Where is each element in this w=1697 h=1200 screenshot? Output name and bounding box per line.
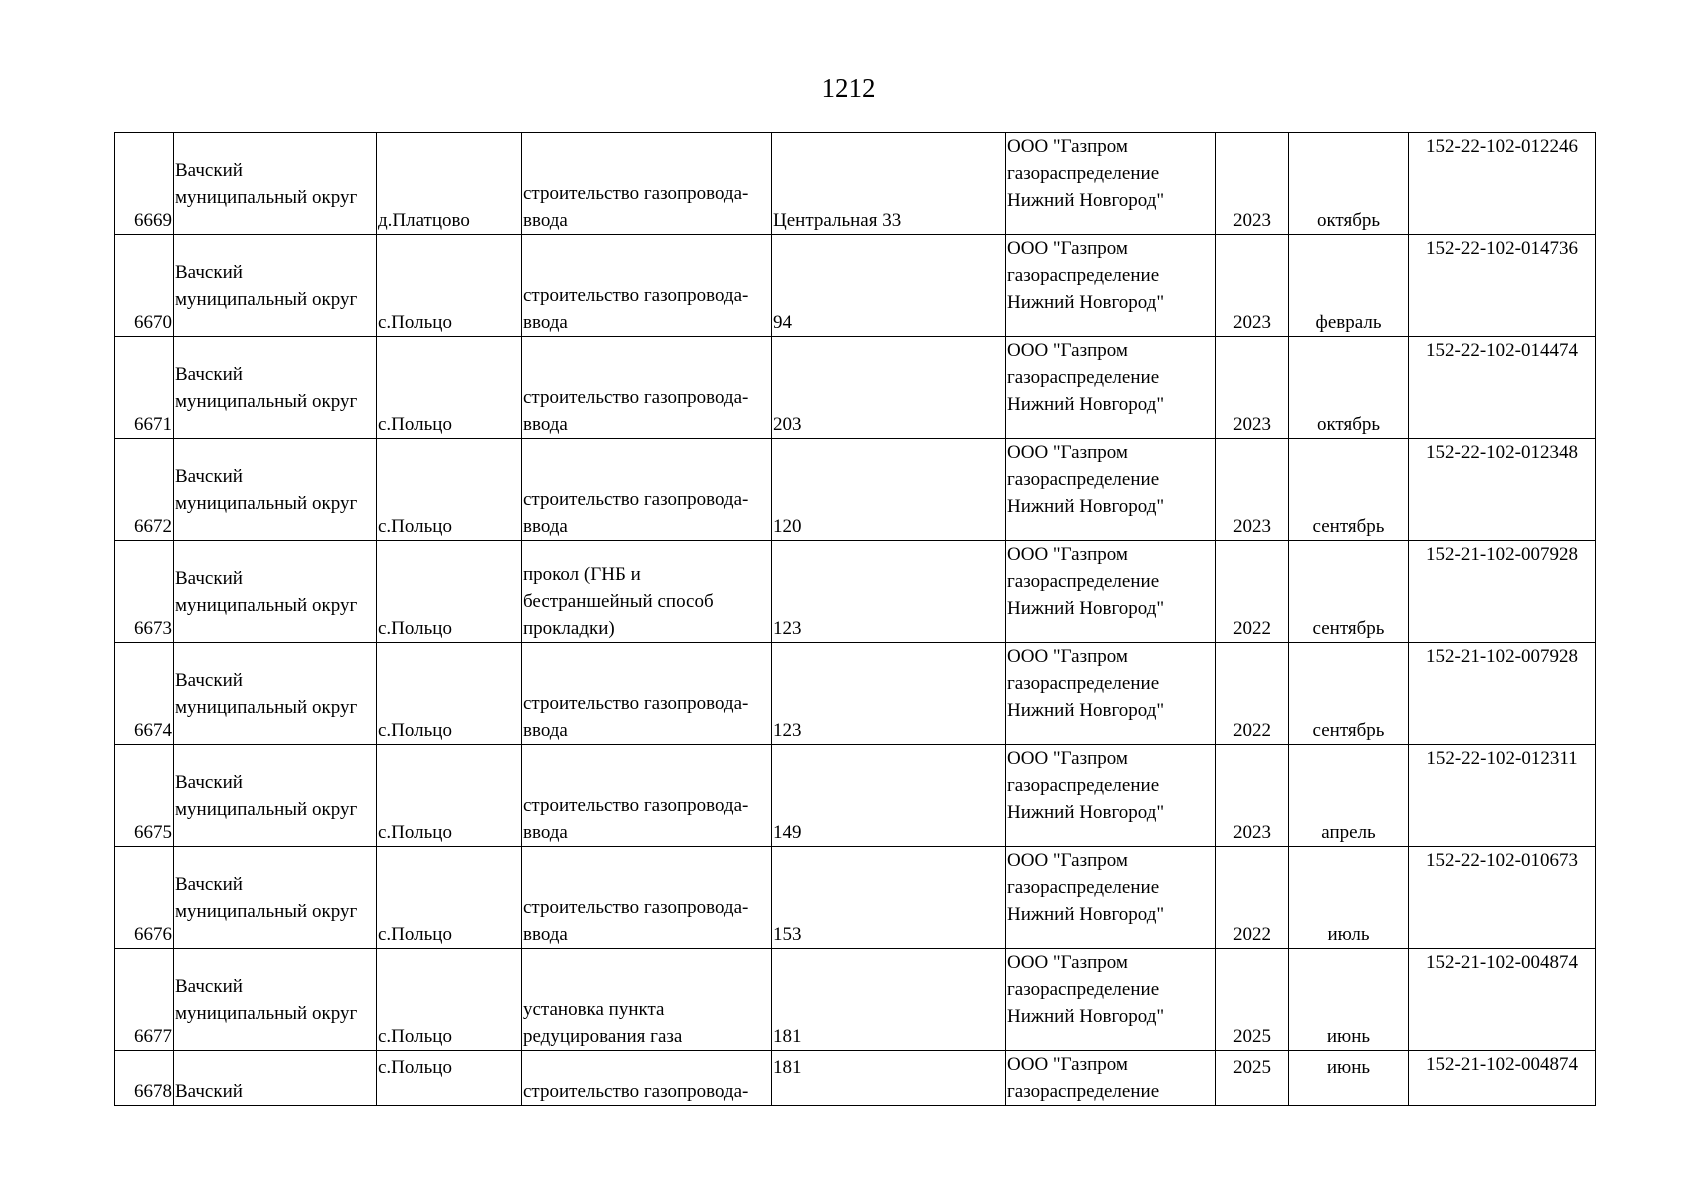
district-cell-line: муниципальный округ <box>175 186 358 208</box>
month-cell <box>1289 235 1409 337</box>
work-type-cell-line: строительство газопровода- <box>523 795 749 816</box>
district-cell-line: Вачский <box>175 363 243 385</box>
code-cell <box>1409 541 1596 643</box>
year-cell <box>1216 643 1289 745</box>
year-cell <box>1216 439 1289 541</box>
address-cell-text: 203 <box>773 414 802 435</box>
work-type-cell <box>522 133 772 235</box>
work-type-cell-line: строительство газопровода- <box>523 285 749 306</box>
work-type-cell-line: редуцирования газа <box>523 1026 683 1047</box>
row-number-cell-text: 6673 <box>134 618 172 639</box>
row-number-cell <box>115 1051 174 1106</box>
organization-cell-line: Нижний Новгород" <box>1007 904 1165 925</box>
organization-cell-line: Нижний Новгород" <box>1007 292 1165 313</box>
district-cell-line: Вачский <box>175 975 243 997</box>
organization-cell <box>1006 133 1216 235</box>
organization-cell-line: газораспределение <box>1007 877 1160 898</box>
settlement-cell <box>377 847 522 949</box>
code-cell <box>1409 133 1596 235</box>
month-cell-text: октябрь <box>1316 414 1381 435</box>
month-cell <box>1289 745 1409 847</box>
district-cell-line: Вачский <box>175 1081 243 1102</box>
settlement-cell <box>377 133 522 235</box>
year-cell-text: 2025 <box>1233 1026 1271 1047</box>
work-type-cell <box>522 949 772 1051</box>
organization-cell-line: ООО "Газпром <box>1007 442 1128 463</box>
month-cell <box>1289 1051 1409 1106</box>
year-cell-text: 2022 <box>1233 720 1271 741</box>
address-cell-text: 181 <box>773 1026 802 1047</box>
month-cell-text: февраль <box>1315 312 1382 333</box>
month-cell <box>1289 541 1409 643</box>
organization-cell <box>1006 235 1216 337</box>
month-cell <box>1289 337 1409 439</box>
month-cell-text: сентябрь <box>1312 618 1385 639</box>
code-cell-text: 152-21-102-004874 <box>1426 1054 1578 1075</box>
settlement-cell <box>377 643 522 745</box>
district-cell <box>174 745 377 847</box>
organization-cell-line: газораспределение <box>1007 367 1160 388</box>
address-cell <box>772 643 1006 745</box>
organization-cell <box>1006 745 1216 847</box>
page-number: 1212 <box>821 73 876 103</box>
work-type-cell-line: ввода <box>523 312 568 333</box>
organization-cell-line: ООО "Газпром <box>1007 646 1128 667</box>
year-cell <box>1216 949 1289 1051</box>
month-cell-text: июнь <box>1326 1057 1371 1078</box>
settlement-cell <box>377 337 522 439</box>
year-cell <box>1216 745 1289 847</box>
address-cell <box>772 133 1006 235</box>
table-row <box>115 439 1596 541</box>
settlement-cell <box>377 439 522 541</box>
row-number-cell-text: 6675 <box>134 822 172 843</box>
organization-cell <box>1006 541 1216 643</box>
table-row <box>115 1051 1596 1106</box>
year-cell <box>1216 847 1289 949</box>
organization-cell-line: ООО "Газпром <box>1007 544 1128 565</box>
district-cell-line: Вачский <box>175 771 243 793</box>
year-cell-text: 2023 <box>1233 210 1271 231</box>
year-cell-text: 2023 <box>1233 312 1271 333</box>
work-type-cell <box>522 745 772 847</box>
code-cell-text: 152-21-102-004874 <box>1426 952 1578 973</box>
code-cell-text: 152-21-102-007928 <box>1426 544 1578 565</box>
work-type-cell-line: строительство газопровода- <box>523 693 749 714</box>
district-cell <box>174 1051 377 1106</box>
month-cell-text: июнь <box>1326 1026 1371 1047</box>
district-cell <box>174 643 377 745</box>
code-cell <box>1409 949 1596 1051</box>
address-cell <box>772 337 1006 439</box>
row-number-cell <box>115 439 174 541</box>
district-cell-line: муниципальный округ <box>175 288 358 310</box>
work-type-cell-line: прокладки) <box>523 618 615 639</box>
organization-cell <box>1006 949 1216 1051</box>
work-type-cell-line: строительство газопровода- <box>523 183 749 204</box>
table-row <box>115 337 1596 439</box>
code-cell-text: 152-22-102-012348 <box>1426 442 1578 463</box>
address-cell-text: 153 <box>773 924 802 945</box>
month-cell <box>1289 439 1409 541</box>
code-cell <box>1409 235 1596 337</box>
work-type-cell-line: ввода <box>523 924 568 945</box>
district-cell-line: муниципальный округ <box>175 594 358 616</box>
code-cell <box>1409 847 1596 949</box>
year-cell-text: 2022 <box>1233 924 1271 945</box>
district-cell <box>174 337 377 439</box>
address-cell-text: 123 <box>773 720 802 741</box>
row-number-cell <box>115 643 174 745</box>
district-cell-line: Вачский <box>175 669 243 691</box>
work-type-cell <box>522 337 772 439</box>
row-number-cell-text: 6669 <box>134 210 172 231</box>
district-cell-line: муниципальный округ <box>175 492 358 514</box>
district-cell-line: муниципальный округ <box>175 1002 358 1024</box>
table-body <box>115 133 1596 1106</box>
organization-cell-line: газораспределение <box>1007 673 1160 694</box>
month-cell <box>1289 133 1409 235</box>
row-number-cell-text: 6670 <box>134 312 172 333</box>
district-cell-line: муниципальный округ <box>175 900 358 922</box>
work-type-cell-line: бестраншейный способ <box>523 591 714 612</box>
district-cell-line: муниципальный округ <box>175 390 358 412</box>
row-number-cell-text: 6678 <box>134 1081 172 1102</box>
organization-cell <box>1006 337 1216 439</box>
work-type-cell-line: ввода <box>523 720 568 741</box>
row-number-cell-text: 6676 <box>134 924 172 945</box>
address-cell <box>772 439 1006 541</box>
work-type-cell-line: ввода <box>523 414 568 435</box>
row-number-cell <box>115 847 174 949</box>
table-row <box>115 643 1596 745</box>
district-cell <box>174 847 377 949</box>
code-cell <box>1409 745 1596 847</box>
gas-works-table <box>114 132 1596 1106</box>
month-cell-text: сентябрь <box>1312 720 1385 741</box>
organization-cell-line: Нижний Новгород" <box>1007 598 1165 619</box>
settlement-cell-text: с.Польцо <box>378 618 452 639</box>
work-type-cell-line: строительство газопровода- <box>523 897 749 918</box>
district-cell-line: Вачский <box>175 159 243 181</box>
settlement-cell-text: д.Платцово <box>378 210 470 231</box>
table-row <box>115 745 1596 847</box>
year-cell-text: 2023 <box>1233 822 1271 843</box>
month-cell-text: июль <box>1327 924 1370 945</box>
work-type-cell-line: ввода <box>523 210 568 231</box>
organization-cell-line: газораспределение <box>1007 265 1160 286</box>
row-number-cell <box>115 949 174 1051</box>
month-cell <box>1289 643 1409 745</box>
work-type-cell <box>522 847 772 949</box>
organization-cell-line: Нижний Новгород" <box>1007 394 1165 415</box>
code-cell-text: 152-21-102-007928 <box>1426 646 1578 667</box>
month-cell-text: апрель <box>1321 822 1376 843</box>
year-cell <box>1216 337 1289 439</box>
organization-cell <box>1006 439 1216 541</box>
year-cell <box>1216 133 1289 235</box>
row-number-cell <box>115 745 174 847</box>
address-cell <box>772 541 1006 643</box>
work-type-cell-line: установка пункта <box>523 999 665 1020</box>
district-cell-line: Вачский <box>175 465 243 487</box>
address-cell <box>772 847 1006 949</box>
code-cell <box>1409 643 1596 745</box>
code-cell <box>1409 1051 1596 1106</box>
organization-cell-line: ООО "Газпром <box>1007 238 1128 259</box>
district-cell <box>174 949 377 1051</box>
organization-cell-line: газораспределение <box>1007 163 1160 184</box>
table-row <box>115 541 1596 643</box>
district-cell-line: Вачский <box>175 261 243 283</box>
settlement-cell <box>377 1051 522 1106</box>
code-cell-text: 152-22-102-012246 <box>1426 136 1578 157</box>
settlement-cell-text: с.Польцо <box>378 1026 452 1047</box>
district-cell-line: Вачский <box>175 873 243 895</box>
organization-cell <box>1006 847 1216 949</box>
organization-cell-line: газораспределение <box>1007 469 1160 490</box>
organization-cell-line: Нижний Новгород" <box>1007 802 1165 823</box>
organization-cell-line: ООО "Газпром <box>1007 850 1128 871</box>
settlement-cell-text: с.Польцо <box>378 414 452 435</box>
table-row <box>115 847 1596 949</box>
code-cell <box>1409 439 1596 541</box>
work-type-cell-line: строительство газопровода- <box>523 1081 749 1102</box>
organization-cell-line: газораспределение <box>1007 571 1160 592</box>
year-cell-text: 2025 <box>1233 1057 1271 1078</box>
district-cell <box>174 133 377 235</box>
row-number-cell <box>115 133 174 235</box>
organization-cell-line: ООО "Газпром <box>1007 340 1128 361</box>
code-cell-text: 152-22-102-014736 <box>1426 238 1578 259</box>
district-cell-line: Вачский <box>175 567 243 589</box>
organization-cell-line: Нижний Новгород" <box>1007 496 1165 517</box>
table-row <box>115 235 1596 337</box>
work-type-cell-line: ввода <box>523 516 568 537</box>
address-cell-text: 181 <box>773 1057 802 1078</box>
work-type-cell-line: ввода <box>523 822 568 843</box>
organization-cell-line: газораспределение <box>1007 775 1160 796</box>
year-cell <box>1216 235 1289 337</box>
address-cell <box>772 1051 1006 1106</box>
settlement-cell-text: с.Польцо <box>378 720 452 741</box>
row-number-cell <box>115 235 174 337</box>
address-cell <box>772 745 1006 847</box>
work-type-cell <box>522 439 772 541</box>
district-cell-line: муниципальный округ <box>175 696 358 718</box>
row-number-cell-text: 6671 <box>134 414 172 435</box>
district-cell <box>174 235 377 337</box>
settlement-cell-text: с.Польцо <box>378 822 452 843</box>
settlement-cell <box>377 235 522 337</box>
district-cell <box>174 541 377 643</box>
work-type-cell <box>522 643 772 745</box>
work-type-cell-line: прокол (ГНБ и <box>523 564 641 585</box>
address-cell <box>772 949 1006 1051</box>
code-cell <box>1409 337 1596 439</box>
organization-cell-line: газораспределение <box>1007 1081 1160 1102</box>
organization-cell-line: Нижний Новгород" <box>1007 1006 1165 1027</box>
month-cell <box>1289 949 1409 1051</box>
address-cell-text: 120 <box>773 516 802 537</box>
row-number-cell-text: 6674 <box>134 720 172 741</box>
settlement-cell-text: с.Польцо <box>378 516 452 537</box>
row-number-cell <box>115 541 174 643</box>
organization-cell-line: ООО "Газпром <box>1007 136 1128 157</box>
settlement-cell <box>377 745 522 847</box>
year-cell-text: 2023 <box>1233 516 1271 537</box>
code-cell-text: 152-22-102-012311 <box>1426 748 1578 769</box>
month-cell-text: сентябрь <box>1312 516 1385 537</box>
year-cell-text: 2023 <box>1233 414 1271 435</box>
table-row <box>115 949 1596 1051</box>
district-cell <box>174 439 377 541</box>
organization-cell <box>1006 643 1216 745</box>
address-cell <box>772 235 1006 337</box>
year-cell-text: 2022 <box>1233 618 1271 639</box>
address-cell-text: Центральная 33 <box>773 210 902 231</box>
work-type-cell <box>522 541 772 643</box>
table-row <box>115 133 1596 235</box>
work-type-cell-line: строительство газопровода- <box>523 489 749 510</box>
row-number-cell <box>115 337 174 439</box>
row-number-cell-text: 6677 <box>134 1026 172 1047</box>
address-cell-text: 149 <box>773 822 802 843</box>
work-type-cell-line: строительство газопровода- <box>523 387 749 408</box>
organization-cell-line: газораспределение <box>1007 979 1160 1000</box>
code-cell-text: 152-22-102-010673 <box>1426 850 1578 871</box>
organization-cell-line: ООО "Газпром <box>1007 952 1128 973</box>
month-cell-text: октябрь <box>1316 210 1381 231</box>
year-cell <box>1216 1051 1289 1106</box>
work-type-cell <box>522 235 772 337</box>
month-cell <box>1289 847 1409 949</box>
settlement-cell <box>377 949 522 1051</box>
organization-cell-line: ООО "Газпром <box>1007 748 1128 769</box>
settlement-cell-text: с.Польцо <box>378 1057 452 1078</box>
year-cell <box>1216 541 1289 643</box>
address-cell-text: 94 <box>773 312 792 333</box>
organization-cell <box>1006 1051 1216 1106</box>
address-cell-text: 123 <box>773 618 802 639</box>
settlement-cell-text: с.Польцо <box>378 924 452 945</box>
settlement-cell-text: с.Польцо <box>378 312 452 333</box>
organization-cell-line: Нижний Новгород" <box>1007 190 1165 211</box>
organization-cell-line: ООО "Газпром <box>1007 1054 1128 1075</box>
work-type-cell <box>522 1051 772 1106</box>
organization-cell-line: Нижний Новгород" <box>1007 700 1165 721</box>
row-number-cell-text: 6672 <box>134 516 172 537</box>
settlement-cell <box>377 541 522 643</box>
code-cell-text: 152-22-102-014474 <box>1426 340 1578 361</box>
district-cell-line: муниципальный округ <box>175 798 358 820</box>
